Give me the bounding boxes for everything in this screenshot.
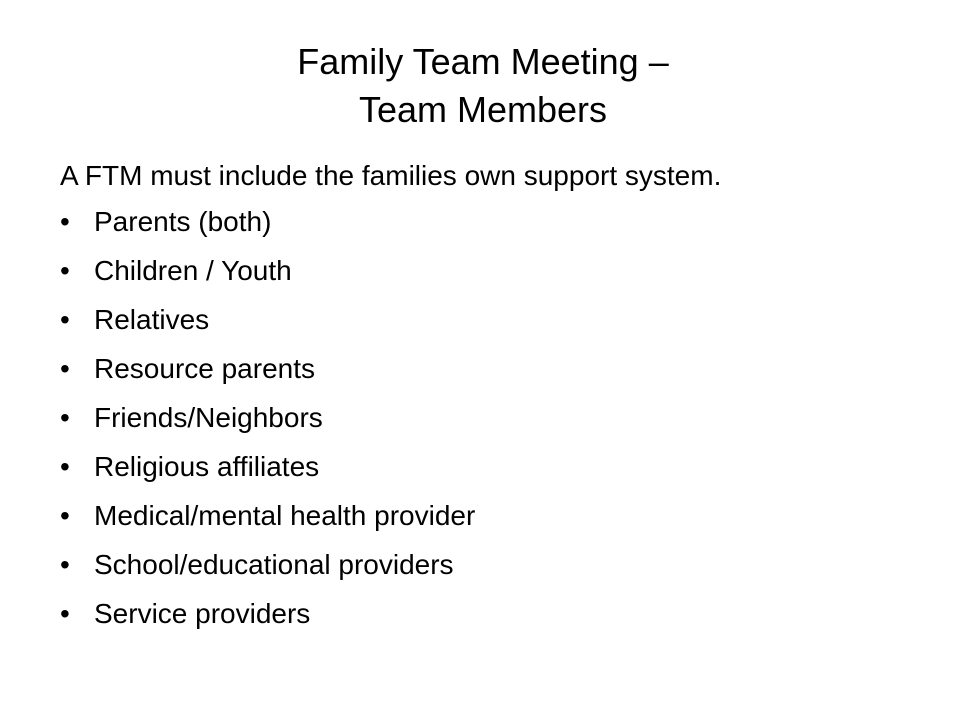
list-item bbox=[60, 401, 920, 450]
list-item bbox=[60, 303, 920, 352]
list-item bbox=[60, 254, 920, 303]
list-item-text: Friends/Neighbors bbox=[94, 402, 323, 433]
list-item bbox=[60, 597, 920, 646]
list-item bbox=[60, 352, 920, 401]
slide-title-line-2: Team Members bbox=[358, 89, 608, 130]
bullet-icon: • bbox=[60, 353, 70, 384]
intro-paragraph: A FTM must include the families own support system. bbox=[60, 160, 722, 191]
list-item-text: School/educational providers bbox=[94, 549, 454, 580]
bullet-icon: • bbox=[60, 549, 70, 580]
list-item bbox=[60, 205, 920, 254]
bullet-icon: • bbox=[60, 402, 70, 433]
list-item-text: Medical/mental health provider bbox=[94, 500, 476, 531]
bullet-icon: • bbox=[60, 500, 70, 531]
list-item-text: Service providers bbox=[94, 598, 311, 629]
list-item-text: Religious affiliates bbox=[94, 451, 320, 482]
list-item bbox=[60, 450, 920, 499]
list-item-text: Relatives bbox=[94, 304, 210, 335]
bullet-icon: • bbox=[60, 451, 70, 482]
list-item bbox=[60, 499, 920, 548]
bullet-icon: • bbox=[60, 206, 70, 237]
slide-body bbox=[60, 158, 920, 646]
bullet-icon: • bbox=[60, 598, 70, 629]
list-item-text: Children / Youth bbox=[94, 255, 292, 286]
list-item bbox=[60, 548, 920, 597]
bullet-icon: • bbox=[60, 255, 70, 286]
list-item-text: Parents (both) bbox=[94, 206, 272, 237]
list-item-text: Resource parents bbox=[94, 353, 316, 384]
slide-title-line-1: Family Team Meeting – bbox=[297, 41, 669, 82]
team-members-list bbox=[60, 205, 920, 646]
bullet-icon: • bbox=[60, 304, 70, 335]
slide-title bbox=[0, 38, 960, 134]
